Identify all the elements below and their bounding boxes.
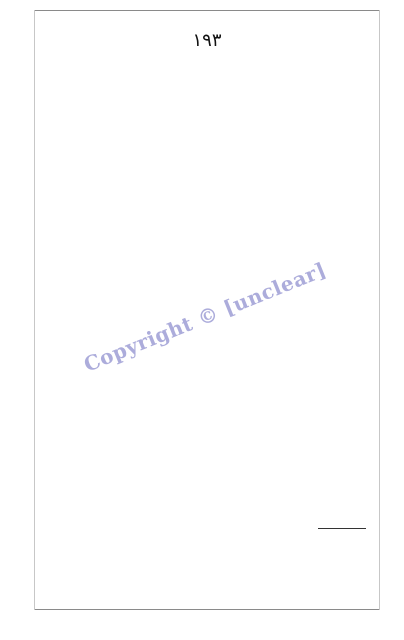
text-line: [48, 384, 366, 402]
text-line: [48, 104, 366, 122]
text-line: [48, 556, 366, 574]
text-line: [48, 84, 366, 102]
page-frame-right: [379, 10, 380, 610]
text-line: [126, 204, 366, 222]
text-line: [48, 164, 366, 182]
text-line: [48, 510, 366, 528]
text-line: [48, 184, 366, 202]
section-divider: [318, 528, 366, 529]
document-page: [34, 10, 380, 610]
text-line: [48, 264, 366, 282]
text-line: [126, 404, 366, 422]
text-line: [48, 344, 366, 362]
text-line: [48, 364, 366, 382]
text-line: [48, 124, 366, 142]
text-line: [48, 450, 366, 468]
copyright-watermark: Copyright © [unclear]: [80, 257, 330, 377]
text-line: [48, 536, 366, 554]
page-frame-left: [34, 10, 35, 610]
text-line: [48, 576, 366, 594]
text-line: [48, 304, 366, 322]
page-number: ۱۹۳: [192, 30, 222, 51]
text-line: [48, 470, 366, 488]
text-line: [48, 284, 366, 302]
page-frame-bottom: [34, 609, 380, 610]
text-line: [48, 64, 366, 82]
text-line: [48, 244, 366, 262]
page-frame-top: [34, 10, 380, 11]
text-line: [48, 144, 366, 162]
text-line: [48, 324, 366, 342]
text-line: [48, 490, 366, 508]
